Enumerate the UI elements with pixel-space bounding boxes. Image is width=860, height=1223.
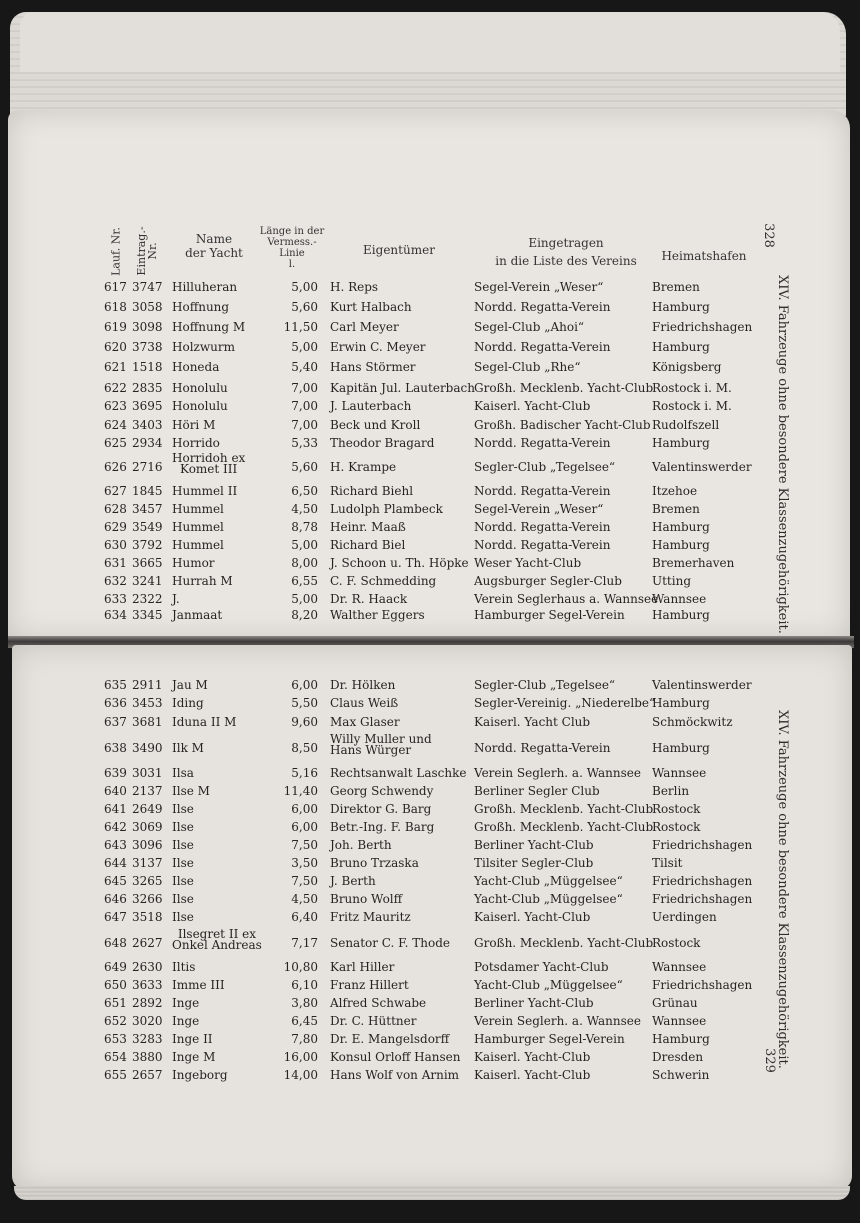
- cell-hafen: Rostock: [652, 820, 701, 834]
- cell-eigentuemer: Heinr. Maaß: [330, 520, 406, 534]
- cell-verein: Segel-Verein „Weser“: [474, 280, 604, 294]
- cell-name: Hurrah M: [172, 574, 233, 588]
- cell-name: Hummel: [172, 538, 224, 552]
- cell-lauf: 652: [104, 1014, 127, 1028]
- cell-eigentuemer: Theodor Bragard: [330, 436, 435, 450]
- cell-name: Ilsegret II ex Onkel Andreas: [172, 927, 262, 952]
- cell-hafen: Wannsee: [652, 960, 707, 974]
- cell-eigentuemer: Richard Biel: [330, 538, 406, 552]
- cell-name: Horrido: [172, 436, 220, 450]
- cell-lauf: 640: [104, 784, 127, 798]
- cell-eigentuemer: Alfred Schwabe: [330, 996, 427, 1010]
- cell-hafen: Hamburg: [652, 436, 710, 450]
- cell-verein: Segel-Club „Rhe“: [474, 360, 581, 374]
- cell-eintrag: 2835: [132, 381, 163, 395]
- cell-laenge: 6,55: [291, 574, 318, 588]
- cell-verein: Berliner Yacht-Club: [474, 996, 594, 1010]
- cell-eintrag: 2716: [132, 460, 163, 474]
- cell-lauf: 641: [104, 802, 127, 816]
- cell-laenge: 6,00: [291, 678, 318, 692]
- cell-verein: Kaiserl. Yacht-Club: [474, 910, 591, 924]
- cell-eintrag: 3747: [132, 280, 163, 294]
- cell-hafen: Wannsee: [652, 1014, 707, 1028]
- cell-eintrag: 3549: [132, 520, 163, 534]
- cell-verein: Großh. Mecklenb. Yacht-Club: [474, 381, 654, 395]
- cell-eintrag: 3265: [132, 874, 163, 888]
- cell-hafen: Rostock: [652, 936, 701, 950]
- cell-verein: Großh. Badischer Yacht-Club: [474, 418, 651, 432]
- cell-eintrag: 3020: [132, 1014, 163, 1028]
- cell-lauf: 646: [104, 892, 127, 906]
- cell-laenge: 8,78: [291, 520, 318, 534]
- cell-laenge: 6,00: [291, 820, 318, 834]
- cell-eintrag: 2137: [132, 784, 163, 798]
- cell-verein: Hamburger Segel-Verein: [474, 1032, 625, 1046]
- cell-lauf: 650: [104, 978, 127, 992]
- cell-laenge: 10,80: [283, 960, 318, 974]
- cell-hafen: Hamburg: [652, 520, 710, 534]
- cell-laenge: 6,10: [291, 978, 318, 992]
- page-329: [12, 645, 852, 1190]
- cell-eigentuemer: Hans Störmer: [330, 360, 416, 374]
- cell-hafen: Wannsee: [652, 592, 707, 606]
- cell-name: Ilse: [172, 892, 194, 906]
- cell-lauf: 632: [104, 574, 127, 588]
- cell-laenge: 7,17: [291, 936, 318, 950]
- cell-verein: Segler-Club „Tegelsee“: [474, 678, 616, 692]
- cell-hafen: Friedrichshagen: [652, 892, 753, 906]
- cell-verein: Nordd. Regatta-Verein: [474, 300, 611, 314]
- cell-hafen: Schwerin: [652, 1068, 710, 1082]
- cell-hafen: Bremen: [652, 502, 700, 516]
- cell-name: Iding: [172, 696, 204, 710]
- cell-name: Iduna II M: [172, 715, 237, 729]
- cell-name: Inge: [172, 996, 200, 1010]
- cell-verein: Yacht-Club „Müggelsee“: [474, 892, 623, 906]
- cell-name: Ilse: [172, 856, 194, 870]
- header-eintrag-nr: Eintrag.- Nr.: [135, 226, 159, 276]
- cell-lauf: 633: [104, 592, 127, 606]
- cell-lauf: 638: [104, 741, 127, 755]
- cell-verein: Yacht-Club „Müggelsee“: [474, 874, 623, 888]
- cell-verein: Nordd. Regatta-Verein: [474, 741, 611, 755]
- cell-verein: Verein Seglerh. a. Wannsee: [474, 766, 641, 780]
- cell-eigentuemer: Rechtsanwalt Laschke: [330, 766, 467, 780]
- cell-laenge: 3,80: [291, 996, 318, 1010]
- cell-eintrag: 1518: [132, 360, 163, 374]
- cell-laenge: 7,00: [291, 418, 318, 432]
- cell-lauf: 627: [104, 484, 127, 498]
- cell-hafen: Valentinswerder: [652, 460, 752, 474]
- cell-eigentuemer: Bruno Wolff: [330, 892, 403, 906]
- cell-name: J.: [172, 592, 180, 606]
- cell-eintrag: 3345: [132, 608, 163, 622]
- running-title-top: XIV. Fahrzeuge ohne besondere Klassenzugehörigkeit.: [775, 275, 790, 634]
- cell-name: Iltis: [172, 960, 196, 974]
- cell-lauf: 619: [104, 320, 127, 334]
- cell-lauf: 654: [104, 1050, 127, 1064]
- cell-name: Inge M: [172, 1050, 216, 1064]
- book-lower-page-edge: [14, 1186, 850, 1200]
- cell-eintrag: 2649: [132, 802, 163, 816]
- cell-hafen: Friedrichshagen: [652, 838, 753, 852]
- cell-verein: Nordd. Regatta-Verein: [474, 436, 611, 450]
- cell-laenge: 5,33: [291, 436, 318, 450]
- cell-laenge: 4,50: [291, 502, 318, 516]
- cell-eintrag: 2934: [132, 436, 163, 450]
- cell-lauf: 647: [104, 910, 127, 924]
- cell-laenge: 7,50: [291, 838, 318, 852]
- cell-name: Jau M: [172, 678, 208, 692]
- cell-hafen: Valentinswerder: [652, 678, 752, 692]
- cell-name: Honeda: [172, 360, 220, 374]
- cell-name: Inge: [172, 1014, 200, 1028]
- cell-eigentuemer: Betr.-Ing. F. Barg: [330, 820, 435, 834]
- cell-eintrag: 3738: [132, 340, 163, 354]
- cell-name: Hummel: [172, 520, 224, 534]
- cell-eintrag: 2911: [132, 678, 163, 692]
- cell-name: Hilluheran: [172, 280, 238, 294]
- page-number-328: 328: [760, 223, 776, 248]
- cell-eintrag: 3453: [132, 696, 163, 710]
- cell-eintrag: 3096: [132, 838, 163, 852]
- cell-verein: Segler-Club „Tegelsee“: [474, 460, 616, 474]
- cell-name: Horridoh ex Komet III: [172, 451, 246, 476]
- cell-laenge: 5,00: [291, 280, 318, 294]
- cell-name: Hummel II: [172, 484, 238, 498]
- page-328: [8, 110, 850, 640]
- cell-verein: Kaiserl. Yacht-Club: [474, 1068, 591, 1082]
- cell-lauf: 624: [104, 418, 127, 432]
- cell-eintrag: 3403: [132, 418, 163, 432]
- cell-verein: Augsburger Segler-Club: [474, 574, 622, 588]
- cell-name: Inge II: [172, 1032, 213, 1046]
- cell-eintrag: 3098: [132, 320, 163, 334]
- cell-eigentuemer: Dr. R. Haack: [330, 592, 408, 606]
- header-heimatshafen: Heimatshafen: [661, 249, 747, 263]
- header-eigentuemer: Eigentümer: [363, 243, 435, 257]
- cell-verein: Nordd. Regatta-Verein: [474, 520, 611, 534]
- cell-laenge: 11,40: [283, 784, 318, 798]
- cell-laenge: 8,50: [291, 741, 318, 755]
- cell-laenge: 6,40: [291, 910, 318, 924]
- cell-verein: Hamburger Segel-Verein: [474, 608, 625, 622]
- cell-eigentuemer: Richard Biehl: [330, 484, 414, 498]
- cell-name: Ilse: [172, 838, 194, 852]
- cell-eintrag: 3792: [132, 538, 163, 552]
- cell-laenge: 7,50: [291, 874, 318, 888]
- cell-lauf: 630: [104, 538, 127, 552]
- cell-eintrag: 2630: [132, 960, 163, 974]
- cell-name: Janmaat: [172, 608, 223, 622]
- cell-eigentuemer: Fritz Mauritz: [330, 910, 411, 924]
- cell-verein: Nordd. Regatta-Verein: [474, 538, 611, 552]
- cell-eintrag: 3695: [132, 399, 163, 413]
- cell-verein: Verein Seglerhaus a. Wannsee: [474, 592, 659, 606]
- cell-hafen: Hamburg: [652, 1032, 710, 1046]
- cell-hafen: Bremen: [652, 280, 700, 294]
- cell-name: Hummel: [172, 502, 224, 516]
- cell-lauf: 631: [104, 556, 127, 570]
- cell-eigentuemer: Franz Hillert: [330, 978, 409, 992]
- cell-verein: Potsdamer Yacht-Club: [474, 960, 609, 974]
- cell-eintrag: 3031: [132, 766, 163, 780]
- cell-hafen: Berlin: [652, 784, 690, 798]
- cell-eigentuemer: J. Lauterbach: [330, 399, 412, 413]
- cell-verein: Segel-Verein „Weser“: [474, 502, 604, 516]
- cell-eigentuemer: Beck und Kroll: [330, 418, 421, 432]
- cell-verein: Großh. Mecklenb. Yacht-Club: [474, 802, 654, 816]
- cell-verein: Berliner Yacht-Club: [474, 838, 594, 852]
- cell-laenge: 5,60: [291, 460, 318, 474]
- cell-verein: Kaiserl. Yacht-Club: [474, 399, 591, 413]
- cell-lauf: 620: [104, 340, 127, 354]
- cell-verein: Tilsiter Segler-Club: [474, 856, 594, 870]
- cell-hafen: Utting: [652, 574, 692, 588]
- cell-eintrag: 3283: [132, 1032, 163, 1046]
- cell-hafen: Rostock: [652, 802, 701, 816]
- cell-eigentuemer: J. Berth: [330, 874, 376, 888]
- cell-verein: Verein Seglerh. a. Wannsee: [474, 1014, 641, 1028]
- cell-hafen: Schmöckwitz: [652, 715, 733, 729]
- cell-eigentuemer: Kurt Halbach: [330, 300, 412, 314]
- cell-hafen: Itzehoe: [652, 484, 698, 498]
- cell-laenge: 5,00: [291, 538, 318, 552]
- cell-verein: Yacht-Club „Müggelsee“: [474, 978, 623, 992]
- cell-lauf: 643: [104, 838, 127, 852]
- cell-lauf: 623: [104, 399, 127, 413]
- cell-verein: Nordd. Regatta-Verein: [474, 340, 611, 354]
- cell-eintrag: 3137: [132, 856, 163, 870]
- cell-lauf: 625: [104, 436, 127, 450]
- cell-hafen: Rudolfszell: [652, 418, 720, 432]
- cell-eintrag: 3058: [132, 300, 163, 314]
- cell-verein: Nordd. Regatta-Verein: [474, 484, 611, 498]
- cell-verein: Kaiserl. Yacht Club: [474, 715, 591, 729]
- header-name: Name der Yacht: [185, 232, 243, 260]
- cell-laenge: 3,50: [291, 856, 318, 870]
- cell-lauf: 651: [104, 996, 127, 1010]
- cell-name: Hoffnung M: [172, 320, 246, 334]
- cell-hafen: Hamburg: [652, 608, 710, 622]
- cell-eintrag: 1845: [132, 484, 163, 498]
- cell-name: Ilse: [172, 910, 194, 924]
- cell-hafen: Hamburg: [652, 741, 710, 755]
- cell-laenge: 14,00: [283, 1068, 318, 1082]
- cell-hafen: Friedrichshagen: [652, 320, 753, 334]
- cell-hafen: Uerdingen: [652, 910, 717, 924]
- cell-name: Honolulu: [172, 399, 228, 413]
- cell-hafen: Rostock i. M.: [652, 399, 732, 413]
- cell-eigentuemer: Dr. Hölken: [330, 678, 396, 692]
- cell-laenge: 7,00: [291, 399, 318, 413]
- cell-eigentuemer: Ludolph Plambeck: [330, 502, 443, 516]
- cell-name: Ilse: [172, 874, 194, 888]
- cell-eigentuemer: Kapitän Jul. Lauterbach: [330, 381, 475, 395]
- cell-hafen: Hamburg: [652, 340, 710, 354]
- cell-eigentuemer: H. Reps: [330, 280, 379, 294]
- cell-lauf: 629: [104, 520, 127, 534]
- cell-name: Humor: [172, 556, 215, 570]
- cell-hafen: Bremerhaven: [652, 556, 735, 570]
- cell-hafen: Hamburg: [652, 538, 710, 552]
- cell-lauf: 622: [104, 381, 127, 395]
- cell-laenge: 9,60: [291, 715, 318, 729]
- cell-hafen: Tilsit: [652, 856, 683, 870]
- cell-eigentuemer: Georg Schwendy: [330, 784, 434, 798]
- cell-eigentuemer: Walther Eggers: [330, 608, 425, 622]
- cell-hafen: Friedrichshagen: [652, 874, 753, 888]
- cell-eigentuemer: Carl Meyer: [330, 320, 399, 334]
- cell-eintrag: 2322: [132, 592, 163, 606]
- cell-lauf: 645: [104, 874, 127, 888]
- cell-hafen: Friedrichshagen: [652, 978, 753, 992]
- cell-hafen: Dresden: [652, 1050, 704, 1064]
- cell-name: Ingeborg: [172, 1068, 228, 1082]
- cell-laenge: 4,50: [291, 892, 318, 906]
- cell-eintrag: 3681: [132, 715, 163, 729]
- cell-laenge: 5,00: [291, 340, 318, 354]
- cell-laenge: 7,80: [291, 1032, 318, 1046]
- cell-lauf: 642: [104, 820, 127, 834]
- cell-eigentuemer: Konsul Orloff Hansen: [330, 1050, 461, 1064]
- cell-eigentuemer: C. F. Schmedding: [330, 574, 437, 588]
- cell-verein: Großh. Mecklenb. Yacht-Club: [474, 820, 654, 834]
- cell-lauf: 626: [104, 460, 127, 474]
- cell-lauf: 618: [104, 300, 127, 314]
- cell-laenge: 8,20: [291, 608, 318, 622]
- cell-eintrag: 3266: [132, 892, 163, 906]
- cell-eigentuemer: Willy Muller und Hans Würger: [330, 732, 432, 757]
- cell-eintrag: 3069: [132, 820, 163, 834]
- cell-eintrag: 3490: [132, 741, 163, 755]
- cell-eintrag: 3665: [132, 556, 163, 570]
- cell-eigentuemer: Erwin C. Meyer: [330, 340, 426, 354]
- cell-eigentuemer: Karl Hiller: [330, 960, 395, 974]
- cell-lauf: 655: [104, 1068, 127, 1082]
- cell-lauf: 653: [104, 1032, 127, 1046]
- header-lauf-nr: Lauf. Nr.: [109, 227, 123, 276]
- cell-lauf: 644: [104, 856, 127, 870]
- cell-lauf: 635: [104, 678, 127, 692]
- cell-eigentuemer: Max Glaser: [330, 715, 400, 729]
- cell-laenge: 6,00: [291, 802, 318, 816]
- cell-eintrag: 3880: [132, 1050, 163, 1064]
- cell-name: Ilk M: [172, 741, 204, 755]
- cell-eigentuemer: Dr. E. Mangelsdorff: [330, 1032, 450, 1046]
- running-title-bottom: XIV. Fahrzeuge ohne besondere Klassenzugehörigkeit.: [775, 710, 790, 1069]
- cell-eintrag: 3633: [132, 978, 163, 992]
- cell-lauf: 621: [104, 360, 127, 374]
- cell-laenge: 6,50: [291, 484, 318, 498]
- cell-verein: Kaiserl. Yacht-Club: [474, 1050, 591, 1064]
- cell-verein: Großh. Mecklenb. Yacht-Club: [474, 936, 654, 950]
- cell-laenge: 5,16: [291, 766, 318, 780]
- cell-hafen: Königsberg: [652, 360, 722, 374]
- cell-eintrag: 2657: [132, 1068, 163, 1082]
- cell-eintrag: 3241: [132, 574, 163, 588]
- cell-hafen: Wannsee: [652, 766, 707, 780]
- cell-lauf: 639: [104, 766, 127, 780]
- cell-eintrag: 2627: [132, 936, 163, 950]
- cell-eigentuemer: Hans Wolf von Arnim: [330, 1068, 460, 1082]
- cell-verein: Segler-Vereinig. „Niederelbe“: [474, 696, 656, 710]
- cell-laenge: 5,60: [291, 300, 318, 314]
- cell-laenge: 8,00: [291, 556, 318, 570]
- cell-eigentuemer: H. Krampe: [330, 460, 397, 474]
- cell-eintrag: 2892: [132, 996, 163, 1010]
- cell-lauf: 634: [104, 608, 127, 622]
- book-upper-page-edge: [20, 12, 840, 72]
- cell-laenge: 5,50: [291, 696, 318, 710]
- cell-lauf: 648: [104, 936, 127, 950]
- cell-hafen: Grünau: [652, 996, 698, 1010]
- cell-eigentuemer: Senator C. F. Thode: [330, 936, 451, 950]
- cell-hafen: Hamburg: [652, 300, 710, 314]
- cell-verein: Weser Yacht-Club: [474, 556, 582, 570]
- cell-name: Ilsa: [172, 766, 194, 780]
- cell-lauf: 617: [104, 280, 127, 294]
- cell-name: Imme III: [172, 978, 225, 992]
- cell-laenge: 6,45: [291, 1014, 318, 1028]
- cell-name: Holzwurm: [172, 340, 235, 354]
- cell-laenge: 16,00: [283, 1050, 318, 1064]
- cell-eigentuemer: Dr. C. Hüttner: [330, 1014, 417, 1028]
- cell-name: Hoffnung: [172, 300, 230, 314]
- cell-eigentuemer: Direktor G. Barg: [330, 802, 432, 816]
- cell-eigentuemer: Joh. Berth: [330, 838, 392, 852]
- cell-eigentuemer: J. Schoon u. Th. Höpke: [330, 556, 469, 570]
- cell-name: Ilse: [172, 820, 194, 834]
- cell-verein: Segel-Club „Ahoi“: [474, 320, 585, 334]
- cell-name: Ilse: [172, 802, 194, 816]
- cell-name: Höri M: [172, 418, 216, 432]
- cell-laenge: 7,00: [291, 381, 318, 395]
- cell-laenge: 5,00: [291, 592, 318, 606]
- cell-verein: Berliner Segler Club: [474, 784, 600, 798]
- cell-name: Honolulu: [172, 381, 228, 395]
- cell-eintrag: 3457: [132, 502, 163, 516]
- cell-eigentuemer: Claus Weiß: [330, 696, 399, 710]
- cell-eigentuemer: Bruno Trzaska: [330, 856, 419, 870]
- header-laenge: Länge in der Vermess.- Linie l.: [259, 226, 325, 270]
- cell-name: Ilse M: [172, 784, 210, 798]
- cell-hafen: Rostock i. M.: [652, 381, 732, 395]
- header-verein: Eingetragen in die Liste des Vereins: [495, 236, 637, 268]
- cell-lauf: 649: [104, 960, 127, 974]
- cell-laenge: 5,40: [291, 360, 318, 374]
- cell-lauf: 637: [104, 715, 127, 729]
- cell-lauf: 636: [104, 696, 127, 710]
- page-number-329: 329: [761, 1048, 777, 1073]
- cell-laenge: 11,50: [283, 320, 318, 334]
- cell-eintrag: 3518: [132, 910, 163, 924]
- cell-hafen: Hamburg: [652, 696, 710, 710]
- cell-lauf: 628: [104, 502, 127, 516]
